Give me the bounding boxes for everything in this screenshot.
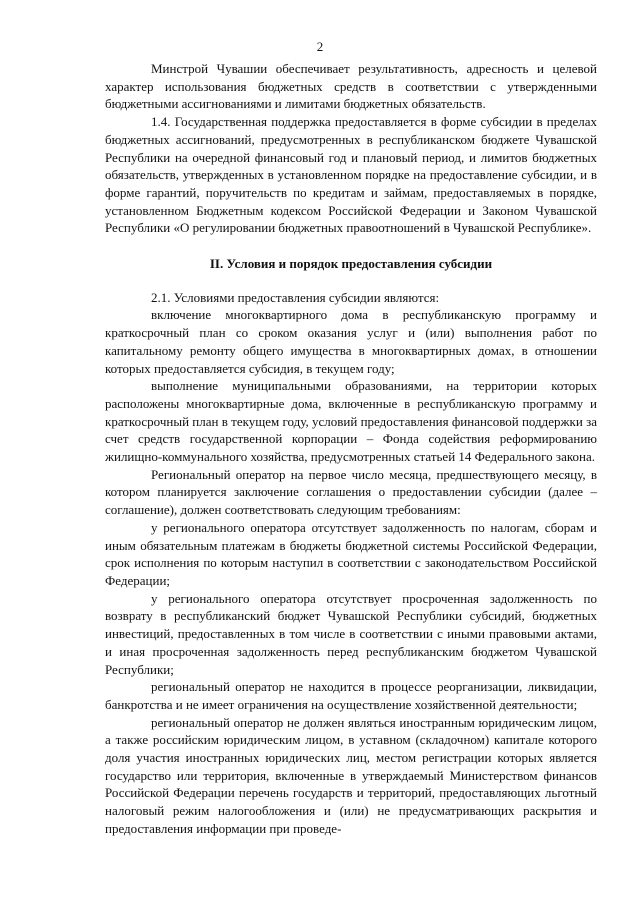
- section-heading: II. Условия и порядок предоставления субсидии: [209, 256, 493, 272]
- paragraph: региональный оператор не должен являться иностранным юридическим лицом, а также российским юридическим лицом, в уставном (складочном) капитале которого доля участия иностранных юридических лиц, местом регистрации которых является государство или территория, включенные в утверждаемый Министерством финансов Российской Федерации перечень государств и территорий, предоставляющих льготный налоговый режим налогообложения и (или) не предусматривающих раскрытия и предоставления информации при проведе-: [105, 714, 597, 836]
- paragraph: региональный оператор не находится в процессе реорганизации, ликвидации, банкротства и не имеет ограничения на осуществление хозяйственной деятельности;: [105, 679, 597, 712]
- paragraph: включение многоквартирного дома в республиканскую программу и краткосрочный план со сроком оказания услуг и (или) выполнения работ по капитальному ремонту общего имущества в многоквартирных домах, в отношении которых предоставляется субсидия, в текущем году;: [105, 307, 597, 376]
- document-body: [105, 60, 597, 838]
- paragraph: Минстрой Чувашии обеспечивает результативность, адресность и целевой характер использования бюджетных средств в соответствии с утвержденными бюджетными ассигнованиями и лимитами бюджетных обязательств.: [105, 61, 597, 112]
- page-number: 2: [316, 39, 324, 54]
- paragraph: Региональный оператор на первое число месяца, предшествующего месяцу, в котором планируется заключение соглашения о предоставлении субсидии (далее – соглашение), должен соответствовать следующим требованиям:: [105, 466, 597, 518]
- paragraph: 1.4. Государственная поддержка предоставляется в форме субсидии в пределах бюджетных ассигнований, предусмотренных в республиканском бюджете Чувашской Республики на очередной финансовый год и плановый период, и лимитов бюджетных обязательств, утвержденных в установленном порядке на предоставление субсидии, и в форме гарантий, поручительств по кредитам и займам, предоставляемых в порядке, установленном Бюджетным кодексом Российской Федерации и Законом Чувашской Республики «О регулировании бюджетных правоотношений в Чувашской Республике».: [105, 114, 597, 236]
- paragraph: 2.1. Условиями предоставления субсидии являются:: [151, 289, 440, 305]
- paragraph: выполнение муниципальными образованиями, на территории которых расположены многоквартирные дома, включенные в республиканскую программу и краткосрочный план в текущем году, условий предоставления финансовой поддержки за счет средств государственной корпорации – Фонда содействия реформированию жилищно-коммунального хозяйства, предусмотренных статьей 14 Федерального закона.: [105, 378, 597, 465]
- paragraph: у регионального оператора отсутствует просроченная задолженность по возврату в республиканский бюджет Чувашской Республики субсидий, бюджетных инвестиций, предоставленных в том числе в соответствии с иными правовыми актами, и иная просроченная задолженность перед республиканским бюджетом Чувашской Республики;: [105, 590, 597, 677]
- paragraph: у регионального оператора отсутствует задолженность по налогам, сборам и иным обязательным платежам в бюджеты бюджетной системы Российской Федерации, срок исполнения по которым наступил в соответствии с законодательством Российской Федерации;: [105, 519, 597, 588]
